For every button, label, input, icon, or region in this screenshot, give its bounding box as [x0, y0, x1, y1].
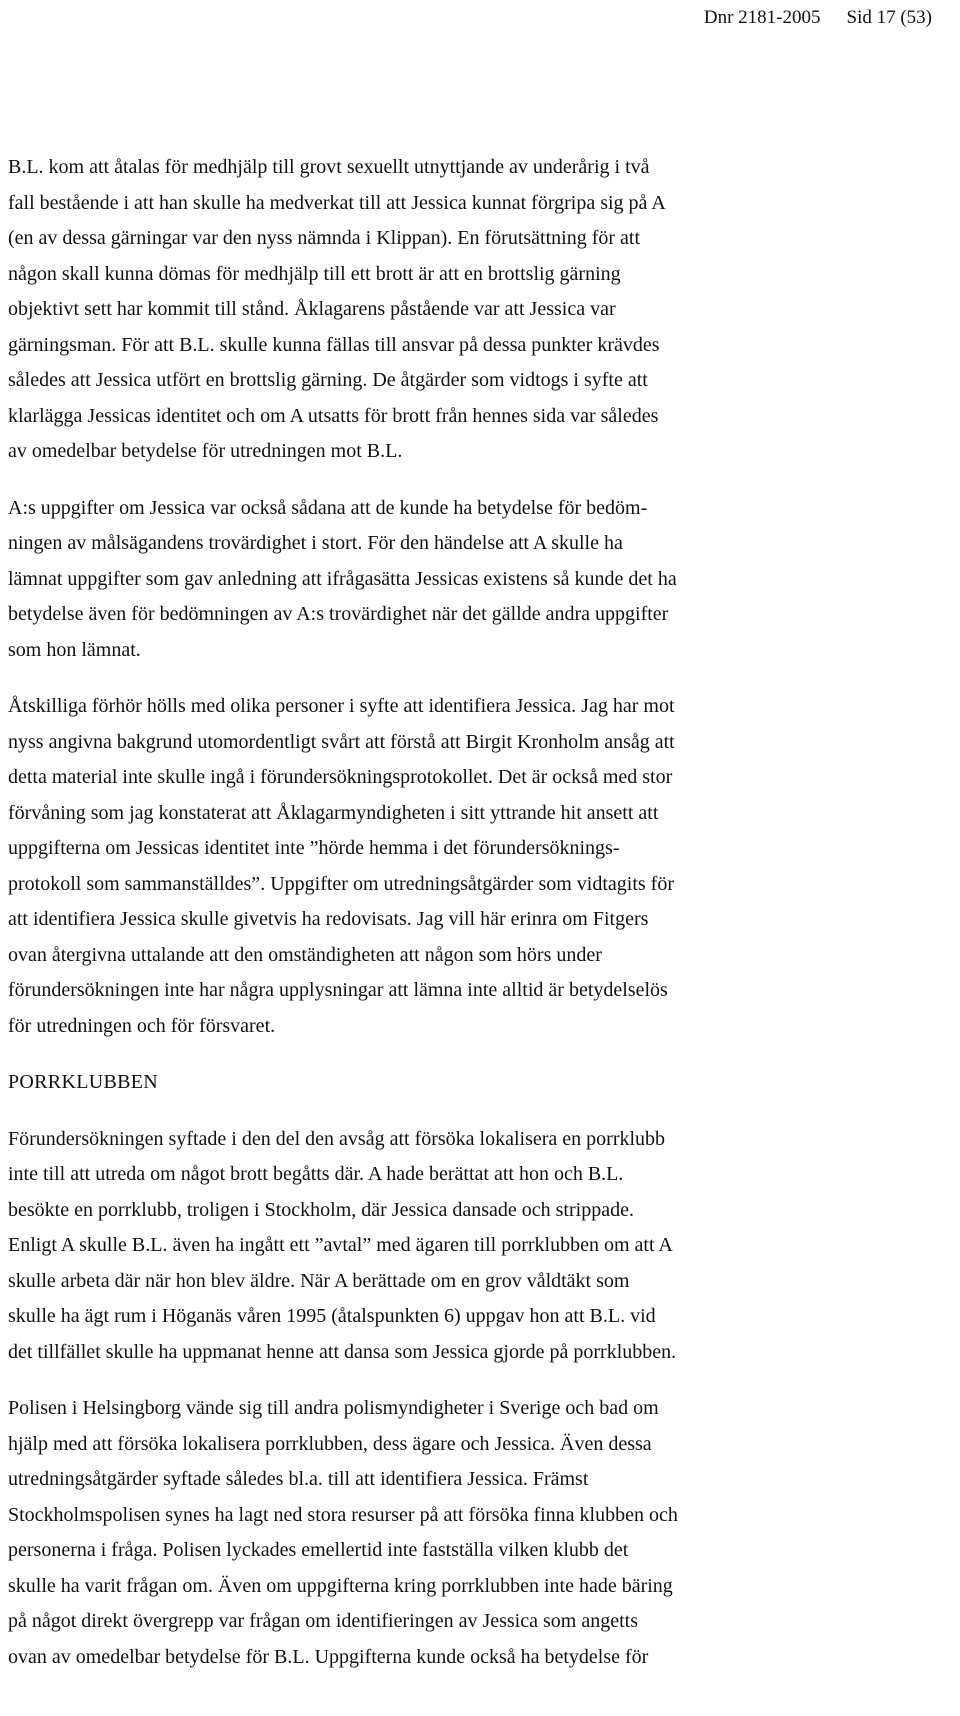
text-line: uppgifterna om Jessicas identitet inte ”hörde hemma i det förundersöknings- — [8, 837, 620, 859]
page-number: Sid 17 (53) — [846, 7, 932, 28]
text-line: för utredningen och för försvaret. — [8, 1014, 276, 1037]
text-line: nyss angivna bakgrund utomordentligt svårt att förstå att Birgit Kronholm ansåg att — [8, 730, 675, 753]
text-line: inte till att utreda om något brott begåtts där. A hade berättat att hon och B.L. — [8, 1163, 624, 1185]
text-line: Åtskilliga förhör hölls med olika personer i syfte att identifiera Jessica. Jag har mot — [8, 695, 675, 717]
paragraph — [8, 1122, 903, 1371]
text-line: skulle ha varit frågan om. Även om uppgifterna kring porrklubben inte hade bäring — [8, 1574, 673, 1597]
text-line: således att Jessica utfört en brottslig gärning. De åtgärder som vidtogs i syfte att — [8, 369, 648, 391]
paragraph — [8, 689, 903, 1044]
text-line: att identifiera Jessica skulle givetvis ha redovisats. Jag vill här erinra om Fitgers — [8, 908, 649, 930]
text-line: detta material inte skulle ingå i förundersökningsprotokollet. Det är också med stor — [8, 766, 673, 788]
text-line: förundersökningen inte har några upplysningar att lämna inte alltid är betydelselös — [8, 979, 668, 1001]
text-line: ovan återgivna uttalande att den omständigheten att någon som hörs under — [8, 943, 602, 966]
text-line: A:s uppgifter om Jessica var också sådana att de kunde ha betydelse för bedöm- — [8, 496, 648, 519]
text-line: hjälp med att försöka lokalisera porrklubben, dess ägare och Jessica. Även dessa — [8, 1432, 652, 1455]
text-line: på något direkt övergrepp var frågan om identifieringen av Jessica som angetts — [8, 1610, 638, 1632]
text-line: fall bestående i att han skulle ha medverkat till att Jessica kunnat förgripa sig på A — [8, 191, 666, 214]
text-line: besökte en porrklubb, troligen i Stockholm, där Jessica dansade och strippade. — [8, 1198, 634, 1221]
text-line: skulle ha ägt rum i Höganäs våren 1995 (åtalspunkten 6) uppgav hon att B.L. vid — [8, 1305, 656, 1327]
text-line: någon skall kunna dömas för medhjälp till ett brott är att en brottslig gärning — [8, 262, 621, 285]
text-line: (en av dessa gärningar var den nyss nämnda i Klippan). En förutsättning för att — [8, 227, 641, 249]
text-line: betydelse även för bedömningen av A:s trovärdighet när det gällde andra uppgifter — [8, 603, 669, 625]
text-line: gärningsman. För att B.L. skulle kunna fällas till ansvar på dessa punkter krävdes — [8, 333, 660, 356]
text-line: B.L. kom att åtalas för medhjälp till grovt sexuellt utnyttjande av underårig i två — [8, 156, 650, 178]
case-number: Dnr 2181-2005 — [703, 7, 821, 28]
page-header — [704, 6, 932, 30]
text-line: protokoll som sammanställdes”. Uppgifter om utredningsåtgärder som vidtagits för — [8, 872, 674, 895]
text-line: ovan av omedelbar betydelse för B.L. Uppgifterna kunde också ha betydelse för — [8, 1645, 649, 1668]
text-line: Stockholmspolisen synes ha lagt ned stora resurser på att försöka finna klubben och — [8, 1503, 678, 1526]
paragraph — [8, 150, 903, 470]
text-line: klarlägga Jessicas identitet och om A utsatts för brott från hennes sida var således — [8, 404, 659, 427]
text-line: av omedelbar betydelse för utredningen mot B.L. — [8, 440, 403, 462]
text-line: lämnat uppgifter som gav anledning att ifrågasätta Jessicas existens så kunde det ha — [8, 567, 677, 590]
text-line: Enligt A skulle B.L. även ha ingått ett ”avtal” med ägaren till porrklubben om att A — [8, 1234, 673, 1256]
section-heading: PORRKLUBBEN — [8, 1071, 158, 1093]
text-line: det tillfället skulle ha uppmanat henne att dansa som Jessica gjorde på porrklubben. — [8, 1340, 677, 1363]
text-line: Polisen i Helsingborg vände sig till andra polismyndigheter i Sverige och bad om — [8, 1397, 659, 1419]
text-line: ningen av målsägandens trovärdighet i stort. För den händelse att A skulle ha — [8, 532, 623, 554]
text-line: Förundersökningen syftade i den del den avsåg att försöka lokalisera en porrklubb — [8, 1127, 666, 1150]
text-line: skulle arbeta där när hon blev äldre. När A berättade om en grov våldtäkt som — [8, 1269, 630, 1292]
paragraph — [8, 1391, 903, 1675]
text-line: förvåning som jag konstaterat att Åklagarmyndigheten i sitt yttrande hit ansett att — [8, 801, 659, 824]
document-body — [8, 150, 903, 1696]
text-line: personerna i fråga. Polisen lyckades emellertid inte fastställa vilken klubb det — [8, 1539, 629, 1561]
text-line: som hon lämnat. — [8, 638, 141, 661]
text-line: utredningsåtgärder syftade således bl.a. till att identifiera Jessica. Främst — [8, 1468, 589, 1490]
paragraph — [8, 491, 903, 669]
text-line: objektivt sett har kommit till stånd. Åklagarens påstående var att Jessica var — [8, 298, 616, 320]
